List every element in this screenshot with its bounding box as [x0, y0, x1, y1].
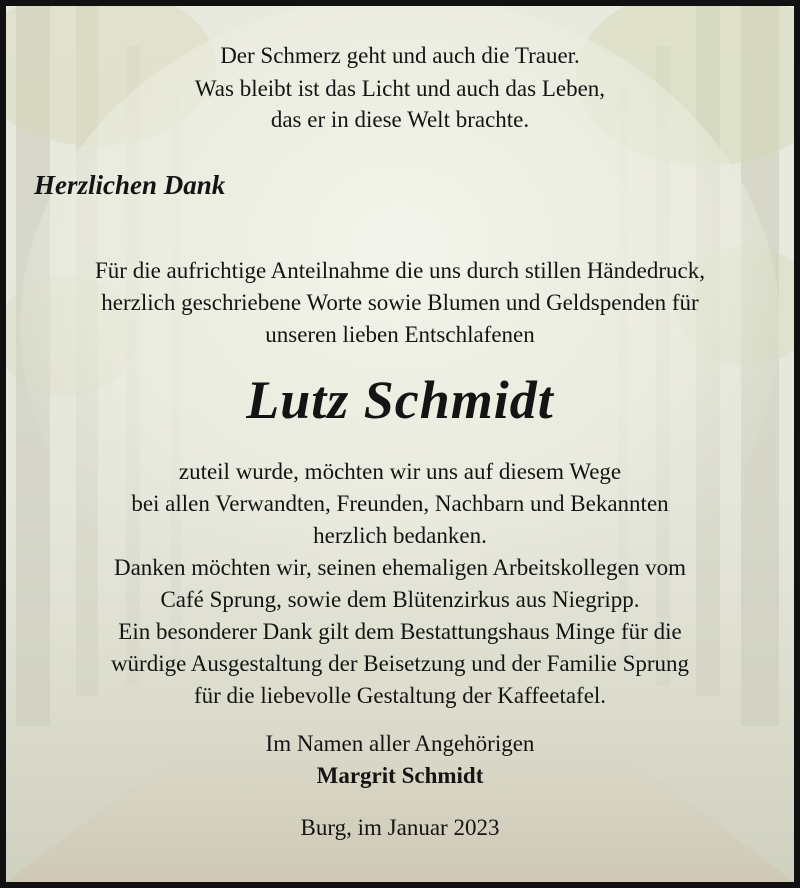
deceased-name: Lutz Schmidt [246, 370, 554, 430]
intro-line: Für die aufrichtige Anteilnahme die uns durch stillen Händedruck, [95, 258, 705, 283]
body-line: würdige Ausgestaltung der Beisetzung und der Familie Sprung [110, 651, 690, 676]
body-line: Danken möchten wir, seinen ehemaligen Arbeitskollegen vom [113, 555, 686, 580]
body-line: zuteil wurde, möchten wir uns auf diesem Wege [178, 459, 622, 484]
place-date: Burg, im Januar 2023 [300, 815, 500, 840]
thank-you-heading: Herzlichen Dank [34, 170, 226, 200]
intro-line: herzlich geschriebene Worte sowie Blumen und Geldspenden für [101, 290, 699, 315]
intro-line: unseren lieben Entschlafenen [265, 322, 535, 347]
poem-line: Der Schmerz geht und auch die Trauer. [220, 43, 580, 68]
body-line: Ein besonderer Dank gilt dem Bestattungshaus Minge für die [118, 619, 682, 644]
obituary-card [6, 6, 794, 882]
obituary-text [6, 6, 794, 882]
body-line: bei allen Verwandten, Freunden, Nachbarn und Bekannten [131, 491, 669, 516]
body-line: herzlich bedanken. [313, 523, 487, 548]
poem-line: das er in diese Welt brachte. [270, 107, 530, 132]
signatory-name: Margrit Schmidt [316, 763, 484, 788]
poem-line: Was bleibt ist das Licht und auch das Leben, [194, 76, 606, 101]
on-behalf-line: Im Namen aller Angehörigen [265, 731, 535, 756]
body-line: Café Sprung, sowie dem Blütenzirkus aus Niegripp. [160, 587, 640, 612]
body-line: für die liebevolle Gestaltung der Kaffeetafel. [193, 683, 607, 708]
